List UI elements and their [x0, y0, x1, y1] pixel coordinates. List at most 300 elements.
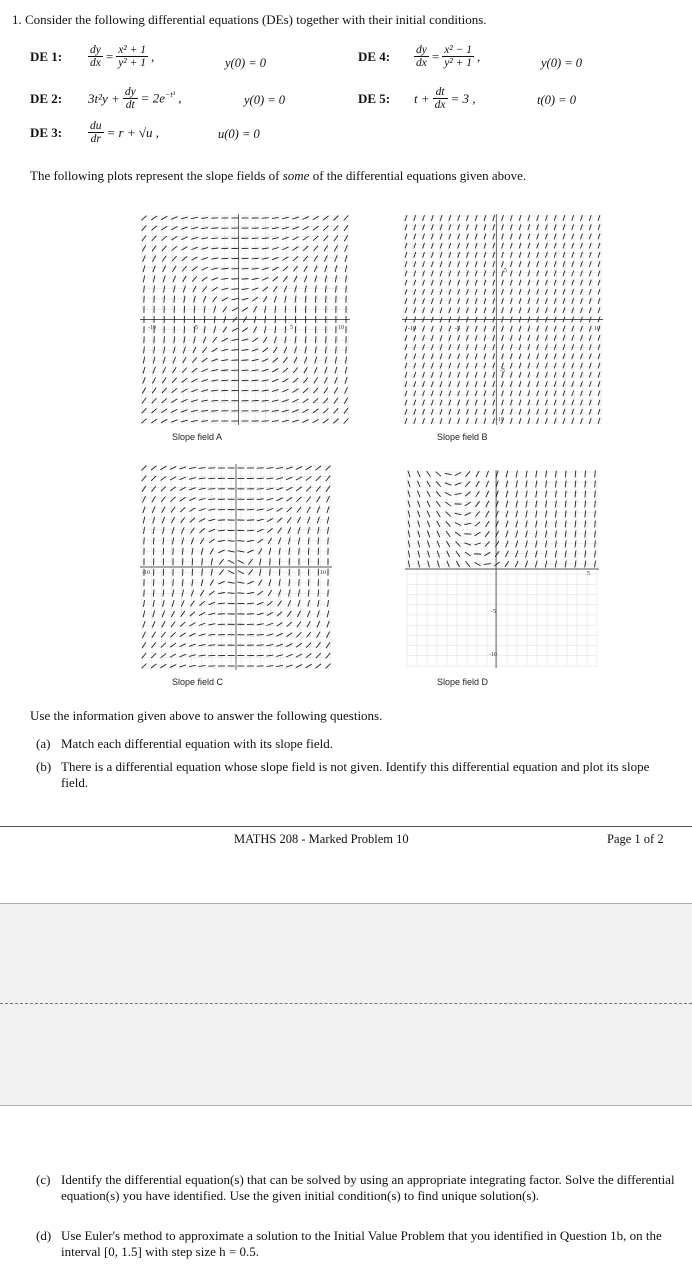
- slope-segment: [581, 381, 583, 387]
- slope-segment: [318, 590, 319, 597]
- slope-segment: [143, 610, 145, 617]
- slope-segment: [449, 363, 451, 369]
- slope-segment: [296, 654, 302, 657]
- slope-segment: [405, 344, 407, 350]
- slope-segment: [257, 634, 264, 635]
- slope-segment: [334, 245, 337, 251]
- slope-segment: [276, 655, 283, 657]
- slope-segment: [200, 590, 204, 596]
- slope-segment: [221, 370, 228, 371]
- slope-segment: [437, 551, 439, 558]
- slope-field-c-label: Slope field C: [172, 677, 224, 687]
- de4-lhs-num: dy: [416, 44, 427, 56]
- slope-segment: [171, 632, 176, 637]
- slope-segment: [288, 590, 290, 597]
- slope-segment: [545, 541, 546, 548]
- slope-segment: [179, 654, 186, 657]
- slope-segment: [408, 531, 410, 538]
- de3-row: [30, 120, 159, 145]
- slope-segment: [161, 419, 167, 422]
- slope-segment: [273, 286, 277, 292]
- slope-segment: [201, 390, 208, 392]
- slope-segment: [191, 227, 198, 229]
- slope-segment: [476, 491, 480, 497]
- slope-segment: [484, 289, 486, 295]
- slope-segment: [153, 590, 154, 597]
- slope-segment: [308, 537, 309, 544]
- slope-segment: [565, 531, 566, 538]
- slope-segment: [142, 642, 146, 648]
- slope-segment: [285, 326, 286, 333]
- slope-segment: [204, 306, 205, 313]
- slope-segment: [171, 420, 177, 423]
- slope-segment: [485, 541, 490, 546]
- slope-segment: [565, 501, 566, 508]
- slope-segment: [575, 471, 576, 478]
- slope-segment: [598, 390, 600, 396]
- slope-segment: [314, 266, 317, 272]
- slope-segment: [585, 521, 586, 528]
- slope-segment: [408, 551, 409, 558]
- slope-segment: [292, 237, 298, 240]
- slope-segment: [142, 496, 145, 502]
- slope-segment: [181, 410, 188, 412]
- slope-segment: [257, 591, 263, 595]
- slope-segment: [171, 236, 177, 240]
- slope-segment: [572, 261, 574, 267]
- plot-b-tick-y-bottom: -10: [496, 417, 504, 423]
- slope-segment: [262, 228, 269, 229]
- slope-segment: [189, 488, 196, 490]
- slope-segment: [164, 296, 165, 303]
- slope-segment: [414, 289, 416, 295]
- slope-segment: [446, 512, 451, 517]
- slope-segment: [211, 258, 218, 259]
- de5-mid-den: dx: [434, 99, 446, 112]
- slope-segment: [299, 548, 300, 555]
- slope-segment: [565, 521, 566, 528]
- slope-segment: [554, 243, 556, 249]
- slope-segment: [414, 234, 416, 240]
- slope-segment: [266, 666, 273, 667]
- slope-segment: [211, 380, 218, 381]
- slope-segment: [595, 501, 596, 508]
- slope-segment: [536, 521, 537, 528]
- slope-segment: [199, 666, 206, 667]
- slope-segment: [595, 561, 596, 568]
- slope-segment: [221, 380, 228, 381]
- slope-segment: [276, 644, 283, 646]
- slope-segment: [152, 496, 156, 502]
- slope-segment: [335, 265, 337, 272]
- slope-segment: [262, 238, 269, 239]
- slope-segment: [315, 346, 316, 353]
- slope-segment: [598, 335, 600, 341]
- part-c-tag: (c): [36, 1172, 51, 1187]
- de1-equation: $\frac{dy}{dx}$ = $\frac{\text{x² + 1}}{\text{y² + 1}}$ ,: [90, 44, 155, 70]
- plot-a-tick-mid-left: -5: [193, 325, 198, 331]
- slope-segment: [192, 276, 197, 281]
- slope-segment: [431, 344, 433, 350]
- slope-segment: [316, 632, 320, 638]
- slope-segment: [572, 335, 574, 341]
- de1-ic: y(0) = 0: [225, 56, 267, 70]
- slope-segment: [484, 344, 486, 350]
- slope-segment: [454, 493, 461, 494]
- slope-segment: [326, 486, 330, 492]
- slope-segment: [218, 550, 224, 553]
- slope-segment: [270, 569, 271, 576]
- slope-segment: [305, 286, 307, 293]
- slope-segment: [484, 280, 486, 286]
- de5-mid-num: dt: [433, 86, 448, 99]
- slope-segment: [211, 238, 218, 239]
- slope-segment: [449, 298, 451, 304]
- slope-segment: [218, 603, 225, 604]
- slope-segment: [554, 372, 556, 378]
- slope-segment: [554, 390, 556, 396]
- slope-segment: [287, 517, 291, 523]
- slope-segment: [326, 642, 330, 648]
- slope-segment: [324, 377, 327, 383]
- slope-segment: [563, 400, 565, 406]
- de2-label: DE 2:: [30, 90, 63, 106]
- slope-segment: [305, 336, 306, 343]
- slope-segment: [286, 467, 293, 469]
- slope-segment: [228, 541, 235, 542]
- slope-segment: [202, 358, 208, 362]
- slope-segment: [266, 478, 273, 479]
- slope-segment: [266, 655, 273, 656]
- de2-post: = 2e: [140, 90, 165, 106]
- de1-rhs-den: y² + 1: [118, 57, 147, 70]
- slope-segment: [589, 289, 591, 295]
- slope-segment: [455, 513, 462, 515]
- slope-segment: [345, 255, 347, 262]
- slope-segment: [423, 280, 425, 286]
- slope-segment: [180, 644, 186, 647]
- slope-segment: [336, 346, 337, 353]
- slope-segment: [211, 390, 218, 391]
- slope-segment: [572, 381, 574, 387]
- slope-segment: [554, 344, 556, 350]
- slope-segment: [182, 256, 187, 260]
- slope-segment: [286, 665, 293, 667]
- slope-segment: [405, 381, 407, 387]
- slope-segment: [298, 527, 300, 534]
- slope-segment: [182, 378, 187, 382]
- slope-segment: [546, 471, 547, 478]
- slope-segment: [208, 519, 215, 521]
- slope-segment: [318, 527, 319, 534]
- slope-segment: [313, 226, 319, 230]
- slope-segment: [201, 238, 208, 239]
- slope-segment: [247, 550, 253, 553]
- slope-segment: [262, 380, 269, 381]
- slope-segment: [293, 256, 298, 261]
- slope-segment: [272, 410, 279, 411]
- slope-segment: [154, 346, 155, 353]
- slope-segment: [581, 390, 583, 396]
- slope-segment: [171, 217, 177, 220]
- slope-segment: [418, 531, 420, 538]
- de1-lhs-den: dx: [90, 57, 101, 70]
- slope-segment: [273, 347, 277, 353]
- slope-segment: [286, 487, 292, 490]
- slope-segment: [572, 271, 574, 277]
- slope-segment: [218, 530, 225, 531]
- de2-exp: −t³: [164, 90, 175, 100]
- slope-segment: [308, 527, 310, 534]
- slope-segment: [199, 644, 206, 645]
- part-a-text: Match each differential equation with its slope field.: [61, 736, 333, 751]
- slope-segment: [563, 252, 565, 258]
- slope-segment: [191, 389, 197, 392]
- slope-segment: [192, 368, 198, 372]
- slope-segment: [417, 481, 420, 487]
- slope-segment: [262, 258, 269, 259]
- slope-segment: [449, 261, 451, 267]
- slope-segment: [572, 400, 574, 406]
- page-break-line: [0, 1003, 692, 1004]
- slope-segment: [484, 390, 486, 396]
- slope-segment: [295, 336, 296, 343]
- slope-segment: [211, 400, 218, 401]
- de4-rhs-den: y² + 1: [444, 57, 473, 70]
- slope-segment: [181, 611, 185, 617]
- slope-segment: [201, 257, 208, 259]
- slope-segment: [449, 372, 451, 378]
- slope-segment: [414, 280, 416, 286]
- slope-segment: [262, 400, 269, 401]
- slope-segment: [519, 252, 521, 258]
- slope-segment: [414, 381, 416, 387]
- slope-segment: [192, 548, 193, 555]
- slope-segment: [191, 400, 198, 402]
- slope-segment: [328, 537, 329, 544]
- slope-segment: [296, 665, 302, 668]
- slope-segment: [405, 390, 407, 396]
- slope-segment: [173, 347, 175, 354]
- slope-segment: [484, 243, 486, 249]
- slope-segment: [563, 390, 565, 396]
- slope-intro: [30, 168, 526, 184]
- de5-equation: [414, 86, 476, 111]
- slope-segment: [335, 275, 336, 282]
- slope-segment: [202, 286, 206, 291]
- plot-b-tick-right: 10: [594, 326, 600, 332]
- slope-segment: [545, 511, 546, 518]
- slope-segment: [273, 277, 278, 281]
- slope-segment: [589, 271, 591, 277]
- slope-segment: [316, 642, 320, 647]
- slope-segment: [405, 234, 407, 240]
- slope-segment: [262, 369, 269, 371]
- slope-segment: [486, 481, 489, 487]
- slope-segment: [299, 579, 300, 586]
- slope-segment: [565, 551, 566, 558]
- slope-segment: [545, 501, 546, 508]
- slope-segment: [242, 349, 249, 350]
- slope-segment: [589, 261, 591, 267]
- de4-ic: y(0) = 0: [541, 56, 583, 70]
- slope-segment: [302, 420, 308, 423]
- slope-segment: [449, 344, 451, 350]
- slope-segment: [313, 409, 319, 413]
- part-a-tag: (a): [36, 736, 51, 751]
- part-b-tag: (b): [36, 759, 52, 774]
- slope-segment: [589, 390, 591, 396]
- slope-segment: [296, 477, 302, 480]
- plot-b-tick-left: -10: [408, 326, 416, 332]
- slope-segment: [287, 507, 292, 512]
- slope-segment: [222, 338, 228, 341]
- slope-segment: [408, 511, 410, 518]
- slope-segment: [276, 488, 283, 490]
- de3-lhs-den: dr: [90, 133, 101, 146]
- slope-segment: [152, 246, 156, 252]
- slope-segment: [263, 296, 267, 302]
- slope-segment: [180, 622, 185, 627]
- slope-segment: [414, 372, 416, 378]
- slope-segment: [427, 511, 430, 517]
- slope-segment: [163, 590, 164, 597]
- slope-segment: [484, 298, 486, 304]
- slope-segment: [174, 336, 175, 343]
- slope-segment: [431, 372, 433, 378]
- slope-segment: [427, 501, 430, 507]
- slope-segment: [598, 271, 600, 277]
- slope-segment: [199, 498, 206, 500]
- slope-segment: [214, 316, 215, 323]
- slope-segment: [285, 336, 287, 343]
- slope-segment: [449, 252, 451, 258]
- slope-segment: [272, 228, 279, 229]
- slope-segment: [440, 298, 442, 304]
- slope-segment: [345, 387, 348, 393]
- slope-segment: [279, 548, 280, 555]
- slope-segment: [199, 528, 204, 533]
- slope-segment: [440, 400, 442, 406]
- slope-segment: [418, 551, 420, 558]
- slope-segment: [428, 541, 430, 548]
- slope-segment: [575, 511, 576, 518]
- slope-segment: [519, 400, 521, 406]
- slope-segment: [408, 561, 409, 568]
- slope-segment: [536, 501, 537, 508]
- slope-segment: [449, 400, 451, 406]
- slope-segment: [598, 298, 600, 304]
- slope-segment: [278, 601, 282, 607]
- slope-segment: [143, 367, 145, 374]
- slope-segment: [563, 344, 565, 350]
- slope-segment: [182, 368, 187, 373]
- slope-segment: [598, 381, 600, 387]
- de2-equation: 3t²y + $\frac{dy}{dt}$ = $2e^{-t^3}$ ,: [88, 86, 182, 112]
- slope-segment: [345, 245, 348, 251]
- slope-segment: [327, 610, 329, 617]
- slope-segment: [585, 541, 586, 548]
- slope-segment: [283, 276, 287, 282]
- slope-segment: [563, 271, 565, 277]
- slope-segment: [598, 344, 600, 350]
- slope-segment: [257, 519, 264, 521]
- slope-segment: [581, 335, 583, 341]
- slope-segment: [581, 271, 583, 277]
- slope-segment: [484, 354, 486, 360]
- slope-segment: [296, 497, 301, 502]
- slope-segment: [405, 252, 407, 258]
- slope-segment: [519, 271, 521, 277]
- slope-segment: [484, 381, 486, 387]
- slope-segment: [190, 601, 194, 607]
- slope-segment: [192, 267, 198, 271]
- slope-segment: [519, 335, 521, 341]
- slope-segment: [189, 655, 196, 657]
- plot-c-tick-right: 10: [320, 570, 326, 576]
- slope-segment: [173, 357, 176, 363]
- slope-segment: [152, 388, 156, 394]
- slope-segment: [283, 357, 287, 363]
- slope-segment: [414, 344, 416, 350]
- slope-segment: [595, 471, 596, 478]
- slope-segment: [171, 227, 177, 230]
- slope-segment: [231, 289, 238, 290]
- slope-segment: [171, 399, 177, 403]
- slope-segment: [266, 488, 273, 489]
- slope-segment: [313, 419, 319, 423]
- slope-segment: [189, 467, 196, 468]
- slope-segment: [181, 237, 187, 240]
- slope-segment: [572, 243, 574, 249]
- use-info: Use the information given above to answer the following questions.: [30, 708, 383, 723]
- slope-segment: [282, 217, 289, 219]
- slope-segment: [252, 248, 259, 249]
- slope-segment: [153, 527, 154, 534]
- slope-segment: [565, 481, 566, 488]
- slope-segment: [153, 600, 154, 607]
- slope-segment: [252, 268, 259, 269]
- slope-segment: [143, 517, 145, 524]
- slope-segment: [315, 286, 316, 293]
- slope-segment: [440, 381, 442, 387]
- slope-segment: [423, 354, 425, 360]
- slope-segment: [272, 257, 279, 260]
- slope-segment: [218, 581, 224, 584]
- slope-segment: [455, 483, 462, 485]
- slope-segment: [455, 532, 461, 536]
- slope-segment: [173, 548, 174, 555]
- slope-field-d: [403, 468, 601, 670]
- slope-segment: [267, 528, 272, 533]
- slope-segment: [242, 289, 249, 290]
- slope-segment: [327, 517, 329, 524]
- slope-segment: [163, 357, 165, 364]
- slope-segment: [589, 344, 591, 350]
- slope-segment: [554, 252, 556, 258]
- slope-segment: [296, 632, 301, 637]
- de5-ic: t(0) = 0: [537, 93, 576, 107]
- slope-segment: [437, 541, 440, 547]
- slope-segment: [589, 354, 591, 360]
- slope-segment: [318, 600, 319, 607]
- slope-segment: [272, 238, 279, 239]
- slope-segment: [172, 600, 174, 607]
- slope-segment: [536, 471, 537, 478]
- slope-segment: [335, 357, 336, 364]
- slope-segment: [589, 363, 591, 369]
- slope-segment: [519, 289, 521, 295]
